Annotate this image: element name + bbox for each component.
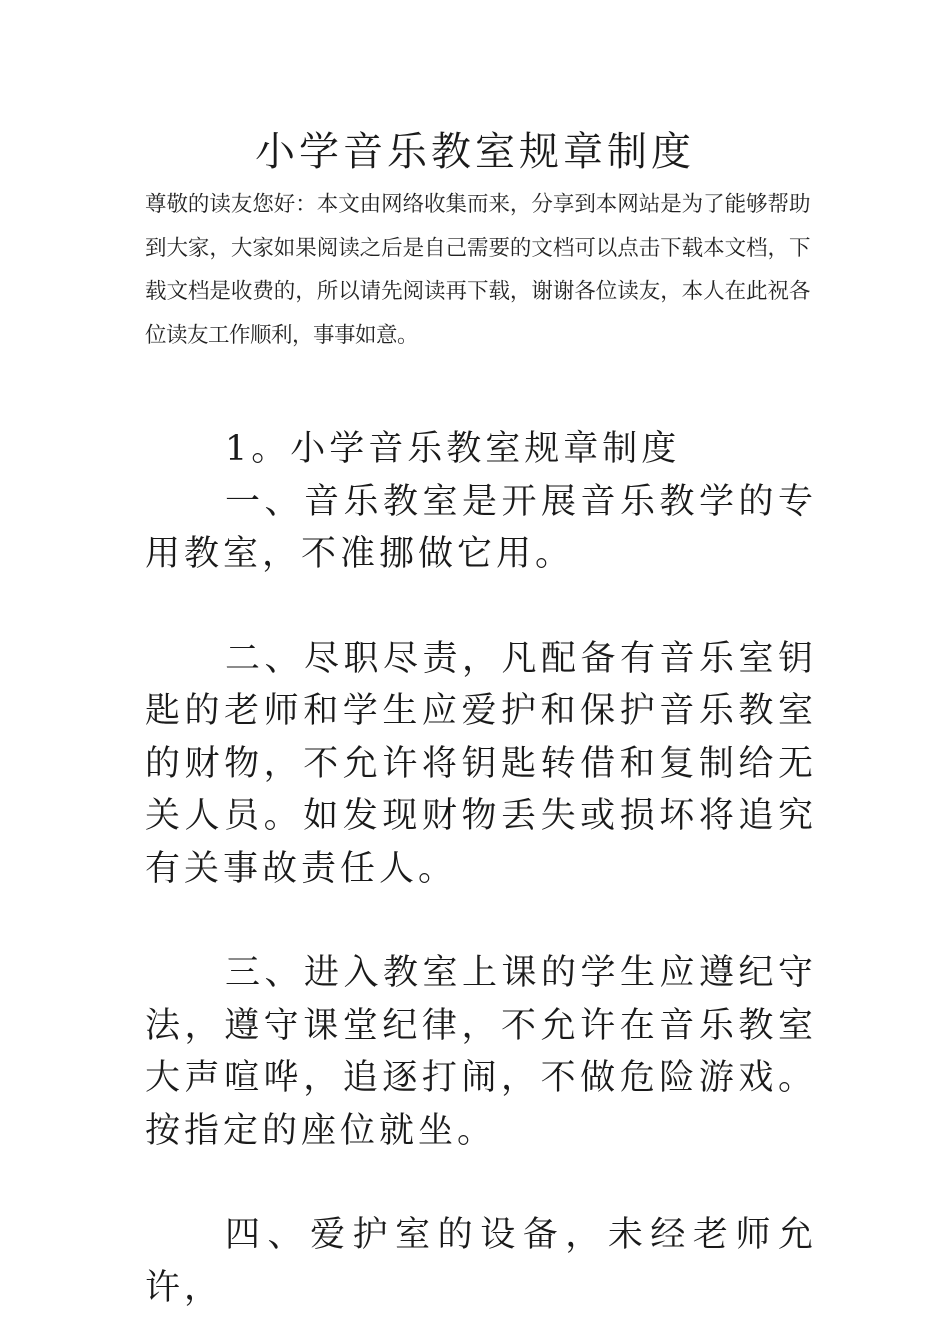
document-title: 小学音乐教室规章制度 bbox=[255, 129, 695, 175]
rule-paragraph-4: 四、爱护室的设备，未经老师允许， bbox=[145, 1215, 817, 1308]
rule-paragraph-2: 二、尽职尽责，凡配备有音乐室钥匙的老师和学生应爱护和保护音乐教室的财物，不允许将钥匙转借和复制给无关人员。如发现财物丢失或损坏将追究有关事故责任人。 bbox=[145, 638, 817, 889]
reader-notice: 尊敬的读友您好：本文由网络收集而来，分享到本网站是为了能够帮助到大家，大家如果阅读之后是自己需要的文档可以点击下载本文档，下载文档是收费的，所以请先阅读再下载，谢谢各位读友，本人在此祝各位读友工作顺利，事事如意。 bbox=[145, 192, 810, 348]
rule-paragraph-1: 一、音乐教室是开展音乐教学的专用教室，不准挪做它用。 bbox=[145, 481, 817, 574]
document-body bbox=[145, 423, 817, 1314]
section-heading: 1。小学音乐教室规章制度 bbox=[225, 429, 681, 469]
rule-paragraph-3: 三、进入教室上课的学生应遵纪守法，遵守课堂纪律，不允许在音乐教室大声喧哗，追逐打闹，不做危险游戏。按指定的座位就坐。 bbox=[145, 953, 817, 1151]
